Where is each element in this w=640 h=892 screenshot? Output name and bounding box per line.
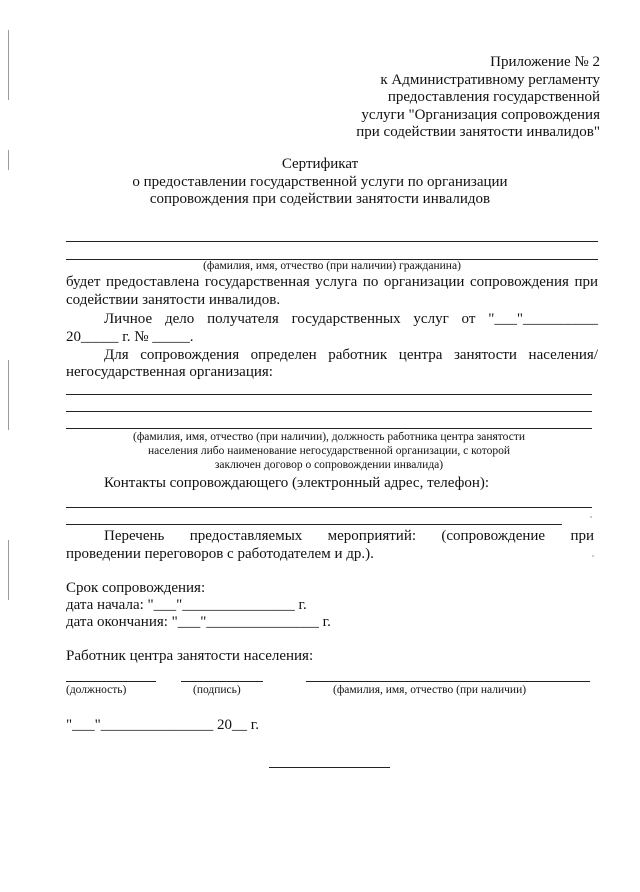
- contacts-fill-line: [66, 524, 562, 525]
- companion-fill-line: [66, 411, 592, 412]
- contacts-fill-line: [66, 507, 592, 508]
- citizen-name-line: [66, 241, 598, 242]
- appendix-block: [356, 54, 600, 142]
- scan-edge-mark: [8, 540, 9, 600]
- appendix-line: предоставления государственной: [387, 89, 600, 105]
- scan-speck: [592, 555, 594, 557]
- case-line: 20_____ г. № _____.: [66, 329, 194, 345]
- companion-caption-line: населения либо наименование негосударственной организации, с которой: [147, 445, 511, 457]
- period-end: дата окончания: "___"_______________ г.: [66, 614, 331, 630]
- appendix-line: Приложение № 2: [490, 54, 600, 70]
- sign-caption: (подпись): [193, 684, 241, 696]
- title-sub: о предоставлении государственной услуги по организации: [132, 173, 508, 190]
- contacts-label: Контакты сопровождающего (электронный адрес, телефон):: [104, 475, 490, 491]
- position-caption: (должность): [66, 684, 127, 696]
- scan-edge-mark: [8, 30, 9, 100]
- title-main: Сертификат: [281, 156, 359, 172]
- position-line: [66, 681, 156, 682]
- companion-caption-line: (фамилия, имя, отчество (при наличии), должность работника центра занятости: [132, 431, 525, 443]
- citizen-body: будет предоставлена государственная услуга по организации сопровождения при: [66, 274, 598, 290]
- name-caption: (фамилия, имя, отчество (при наличии): [333, 684, 527, 696]
- period-start: дата начала: "___"_______________ г.: [66, 597, 307, 613]
- period-label: Срок сопровождения:: [66, 580, 206, 596]
- companion-caption: [66, 430, 592, 472]
- appendix-line: при содействии занятости инвалидов": [356, 124, 600, 140]
- signature-date: "___"_______________ 20__ г.: [66, 717, 259, 733]
- signature-label: Работник центра занятости населения:: [66, 648, 314, 664]
- appendix-line: к Административному регламенту: [380, 71, 600, 88]
- companion-caption-line: заключен договор о сопровождении инвалида): [214, 459, 444, 471]
- activities-text: проведении переговоров с работодателем и др.).: [66, 546, 374, 562]
- scan-edge-mark: [8, 360, 9, 430]
- activities-text: Перечень предоставляемых мероприятий: (сопровождение при: [104, 528, 594, 544]
- companion-text: негосударственная организация:: [66, 364, 273, 380]
- appendix-line: услуги "Организация сопровождения: [361, 106, 600, 123]
- sign-line: [181, 681, 263, 682]
- document-title: [0, 156, 640, 209]
- citizen-caption: (фамилия, имя, отчество (при наличии) гражданина): [203, 260, 461, 272]
- companion-fill-line: [66, 428, 592, 429]
- companion-text: Для сопровождения определен работник центра занятости населения/: [104, 347, 598, 363]
- scan-speck: [590, 516, 592, 518]
- case-line: Личное дело получателя государственных услуг от "___"__________: [104, 311, 598, 327]
- closing-rule: [269, 767, 390, 768]
- companion-fill-line: [66, 394, 592, 395]
- title-sub: сопровождения при содействии занятости инвалидов: [149, 191, 491, 207]
- citizen-body: содействии занятости инвалидов.: [66, 292, 281, 308]
- name-line: [306, 681, 590, 682]
